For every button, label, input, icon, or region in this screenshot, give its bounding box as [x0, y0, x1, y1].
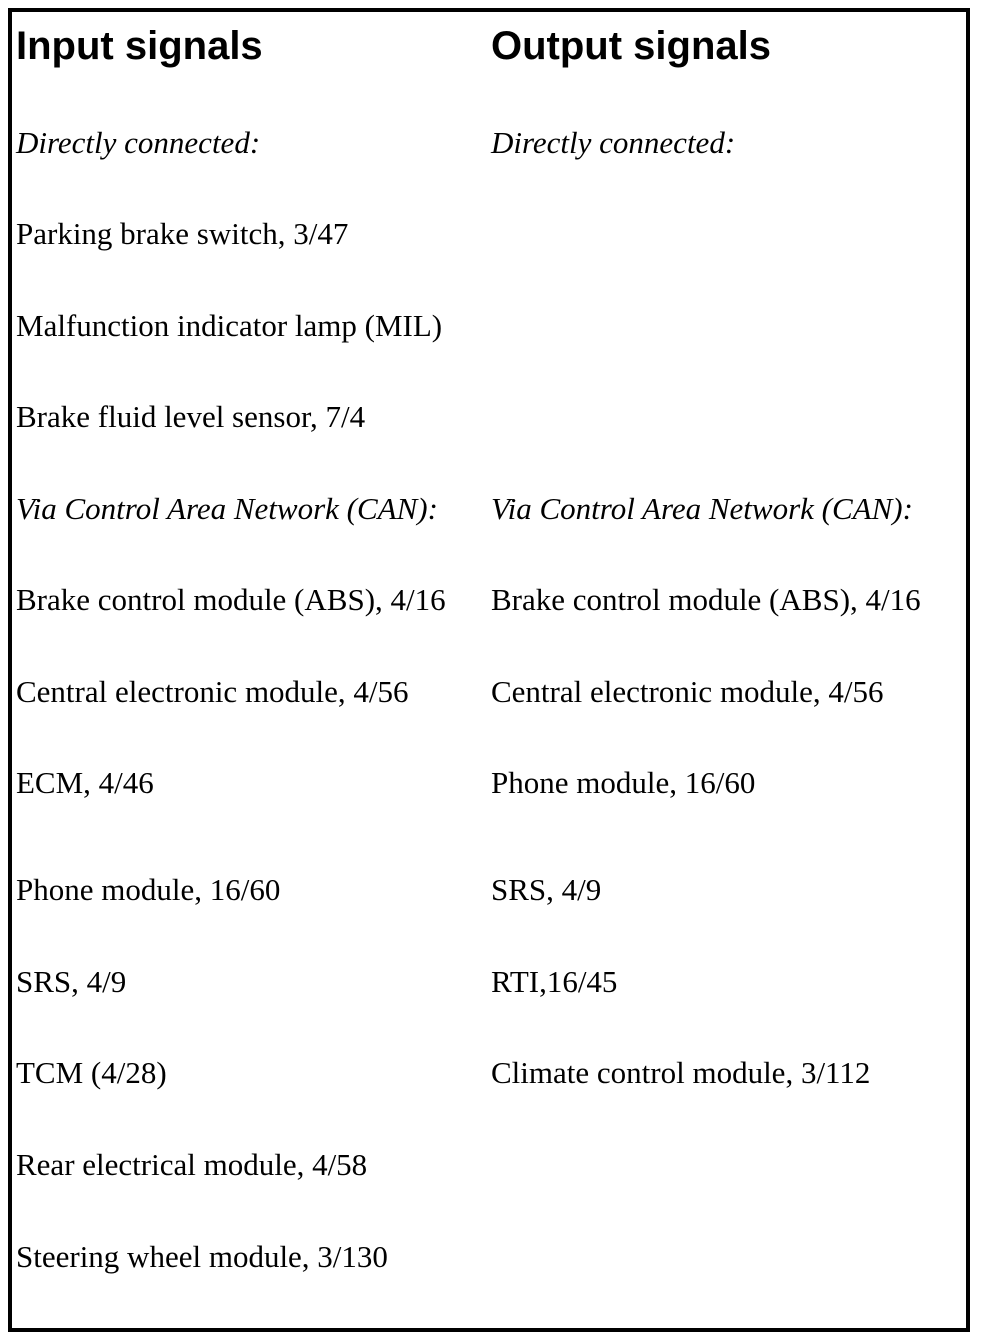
- input-signal-item: TCM (4/28): [16, 1055, 167, 1090]
- output-signal-item: Phone module, 16/60: [491, 765, 756, 800]
- input-signal-item: Steering wheel module, 3/130: [16, 1239, 388, 1274]
- input-signal-group-label: Via Control Area Network (CAN):: [16, 491, 438, 526]
- signals-table: [8, 8, 970, 1332]
- output-signal-item: Climate control module, 3/112: [491, 1055, 871, 1090]
- input-signal-item: Brake fluid level sensor, 7/4: [16, 399, 366, 434]
- input-signal-item: Brake control module (ABS), 4/16: [16, 582, 446, 617]
- output-signals-header: Output signals: [491, 24, 771, 68]
- output-signal-item: RTI,16/45: [491, 964, 618, 999]
- input-signal-item: Phone module, 16/60: [16, 872, 281, 907]
- output-signal-item: Brake control module (ABS), 4/16: [491, 582, 921, 617]
- input-signal-item: Parking brake switch, 3/47: [16, 216, 349, 251]
- input-signal-item: Rear electrical module, 4/58: [16, 1147, 368, 1182]
- input-signal-group-label: Directly connected:: [16, 125, 261, 160]
- input-signal-item: ECM, 4/46: [16, 765, 154, 800]
- output-signal-item: Central electronic module, 4/56: [491, 674, 884, 709]
- output-signal-group-label: Directly connected:: [491, 125, 736, 160]
- output-signal-group-label: Via Control Area Network (CAN):: [491, 491, 913, 526]
- output-signal-item: SRS, 4/9: [491, 872, 602, 907]
- input-signal-item: Central electronic module, 4/56: [16, 674, 409, 709]
- input-signal-item: SRS, 4/9: [16, 964, 127, 999]
- input-signals-header: Input signals: [16, 24, 263, 68]
- input-signal-item: Malfunction indicator lamp (MIL): [16, 308, 443, 343]
